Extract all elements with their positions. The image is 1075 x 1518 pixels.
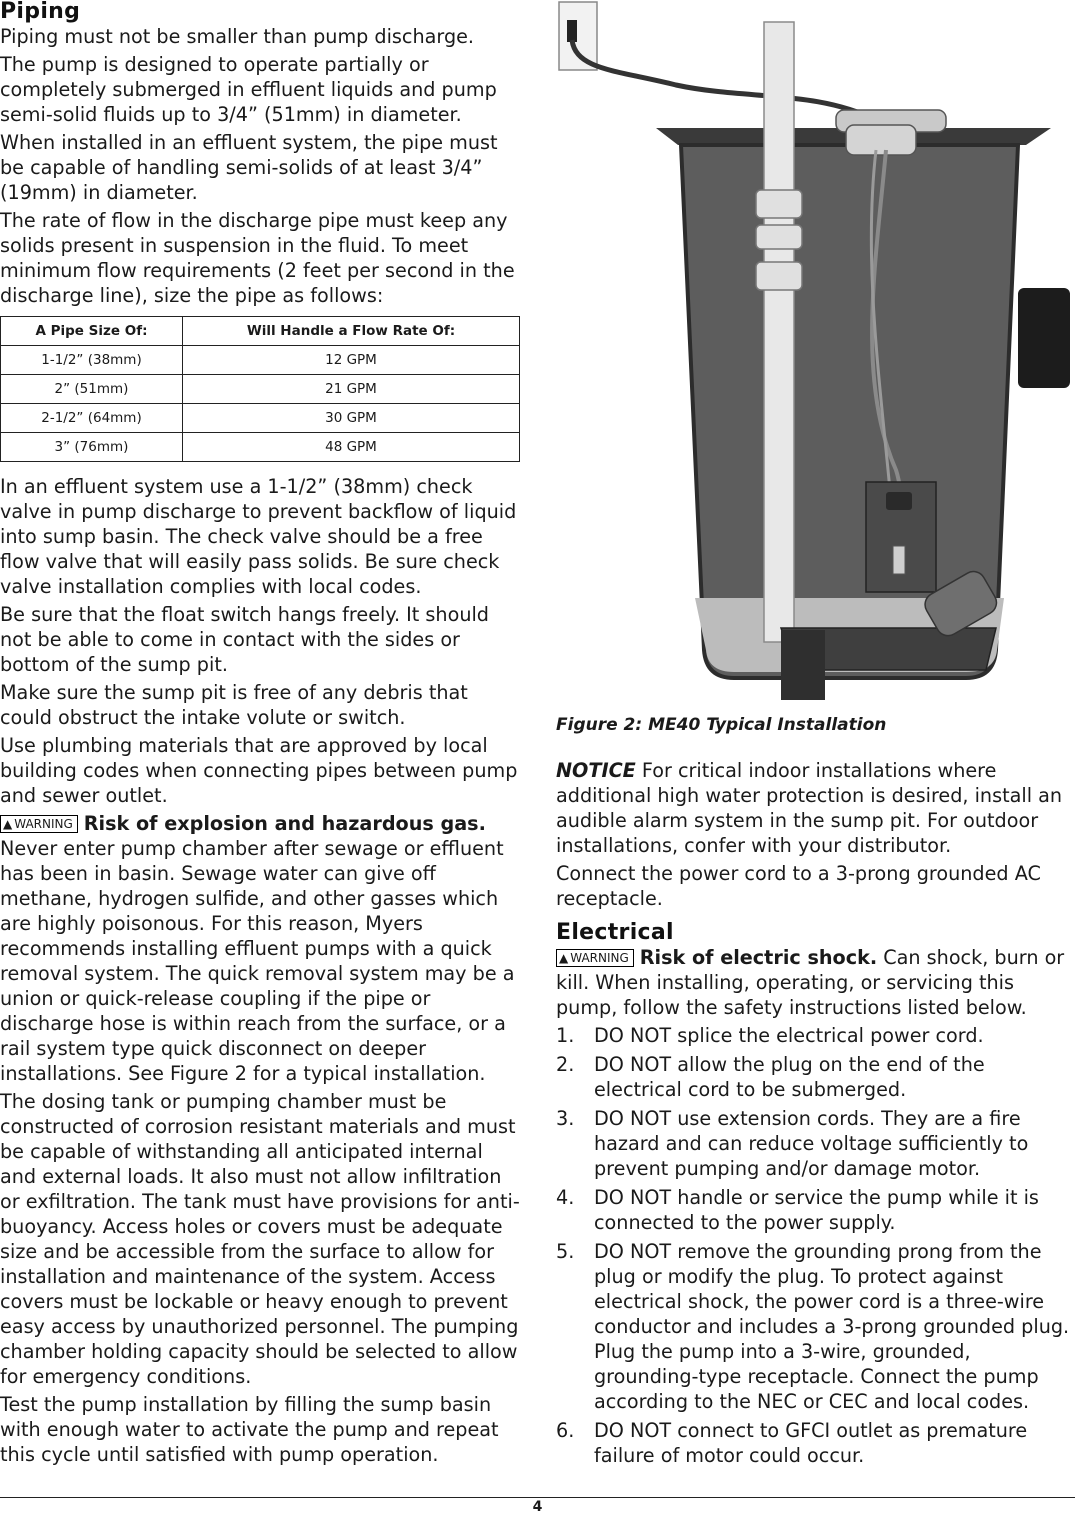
table-row [1, 404, 520, 433]
cord-grommet [846, 125, 916, 155]
paragraph: When installed in an effluent system, the pipe must be capable of handling semi-solids of at least 3/4” (19mm) in diameter. [0, 131, 498, 204]
figure-caption: Figure 2: ME40 Typical Installation [556, 715, 887, 735]
list-item [556, 1052, 1075, 1102]
warning-text: Can shock, burn or kill. When installing, operating, or servicing this pump, follow the safety instructions listed below. [556, 946, 1065, 1019]
list-item [556, 1239, 1075, 1414]
table-row [1, 375, 520, 404]
list-item [556, 1023, 1075, 1048]
step-text: DO NOT splice the electrical power cord. [594, 1024, 984, 1047]
warning-title: Risk of electric shock. [639, 946, 878, 969]
pump-handle [886, 492, 912, 510]
warning-badge: ▲ WARNING [556, 949, 634, 967]
explosion-warning [0, 811, 520, 1086]
warning-triangle-icon: ▲ [559, 951, 569, 965]
step-text: DO NOT connect to GFCI outlet as premature failure of motor could occur. [594, 1419, 1028, 1467]
notice [556, 758, 1075, 858]
discharge-pipe [764, 22, 794, 642]
safety-steps [556, 1023, 1075, 1468]
paragraph: Be sure that the float switch hangs freely. It should not be able to come in contact with the sides or bottom of the sump pit. [0, 603, 489, 676]
outlet-plug [567, 20, 577, 42]
step-text: DO NOT remove the grounding prong from the plug or modify the plug. To protect against electrical shock, the power cord is a three-wire conductor and includes a 3-prong grounded plug. Plug the pump into a 3-wire, grounded, grounding-type receptacle. Connect the pump according to the NEC or CEC and local codes. [594, 1240, 1070, 1413]
table-cell: 2-1/2” (64mm) [1, 404, 183, 433]
check-valve [756, 262, 802, 290]
paragraph: Test the pump installation by filling the sump basin with enough water to activate the pump and repeat this cycle until satisfied with pump operation. [0, 1393, 499, 1466]
paragraph: Make sure the sump pit is free of any debris that could obstruct the intake volute or switch. [0, 681, 468, 729]
table-cell: 3” (76mm) [1, 433, 183, 462]
right-column [556, 0, 1075, 1472]
table-row [1, 433, 520, 462]
wall-outlet [559, 2, 597, 70]
table-cell: 48 GPM [182, 433, 519, 462]
list-item [556, 1185, 1075, 1235]
step-number: 4. [556, 1186, 575, 1209]
warning-triangle-icon: ▲ [3, 817, 13, 831]
installation-figure [556, 0, 1075, 705]
step-number: 5. [556, 1240, 575, 1263]
step-text: DO NOT allow the plug on the end of the electrical cord to be submerged. [594, 1053, 985, 1101]
table-cell: 1-1/2” (38mm) [1, 346, 183, 375]
paragraph: Connect the power cord to a 3-prong grounded AC receptacle. [556, 862, 1041, 910]
list-item [556, 1106, 1075, 1181]
pipe-size-table [0, 316, 520, 462]
table-cell: 2” (51mm) [1, 375, 183, 404]
section-heading-piping: Piping [0, 0, 81, 24]
warning-text: Never enter pump chamber after sewage or effluent has been in basin. Sewage water can give off methane, hydrogen sulfide, and other gasses which are highly poisonous. For this reason, Myers recommends installing effluent pumps with a quick removal system. The quick removal system may be a union or quick-release coupling if the pipe or discharge hose is within reach from the surface, or a rail system type quick disconnect on deeper installations. See Figure 2 for a typical installation. [0, 837, 515, 1085]
pump-volute [781, 630, 825, 700]
step-number: 6. [556, 1419, 575, 1442]
table-cell: 21 GPM [182, 375, 519, 404]
table-cell: 12 GPM [182, 346, 519, 375]
page-number: 4 [532, 1499, 543, 1515]
notice-label: NOTICE [556, 759, 636, 782]
step-number: 1. [556, 1024, 575, 1047]
step-number: 3. [556, 1107, 575, 1130]
section-heading-electrical: Electrical [556, 920, 674, 945]
notice-text: For critical indoor installations where additional high water protection is desired, install an audible alarm system in the sump pit. For outdoor installations, confer with your distributor. [556, 759, 1063, 857]
warning-badge: ▲ WARNING [0, 815, 78, 833]
paragraph: Piping must not be smaller than pump discharge. [0, 25, 475, 48]
union-fitting [756, 190, 802, 218]
step-text: DO NOT use extension cords. They are a fire hazard and can reduce voltage sufficiently to prevent pumping and/or damage motor. [594, 1107, 1029, 1180]
electric-warning [556, 945, 1075, 1020]
left-column [0, 0, 520, 1470]
paragraph: In an effluent system use a 1-1/2” (38mm) check valve in pump discharge to prevent backflow of liquid into sump basin. The check valve should be a free flow valve that will easily pass solids. Be sure check valve installation complies with local codes. [0, 475, 517, 598]
paragraph: The rate of flow in the discharge pipe must keep any solids present in suspension in the fluid. To meet minimum flow requirements (2 feet per second in the discharge line), size the pipe as follows: [0, 209, 515, 307]
power-cord [572, 40, 876, 120]
inlet-hub [1018, 288, 1070, 388]
step-number: 2. [556, 1053, 575, 1076]
table-row [1, 346, 520, 375]
table-header: A Pipe Size Of: [1, 317, 183, 346]
table-cell: 30 GPM [182, 404, 519, 433]
paragraph: The dosing tank or pumping chamber must be constructed of corrosion resistant materials and must be capable of withstanding all anticipated internal and external loads. It also must not allow infiltration or exfiltration. The tank must have provisions for anti-buoyancy. Access holes or covers must be adequate size and be accessible from the surface to allow for installation and maintenance of the system. Access covers must be lockable or heavy enough to prevent easy access by unauthorized personnel. The pumping chamber holding capacity should be selected to allow for emergency conditions. [0, 1090, 520, 1388]
list-item [556, 1418, 1075, 1468]
union-fitting [756, 225, 802, 249]
paragraph: The pump is designed to operate partially or completely submerged in effluent liquids and pump semi-solid fluids up to 3/4” (51mm) in diameter. [0, 53, 497, 126]
cord-strain-relief [893, 546, 905, 574]
paragraph: Use plumbing materials that are approved by local building codes when connecting pipes between pump and sewer outlet. [0, 734, 518, 807]
warning-title: Risk of explosion and hazardous gas. [83, 812, 486, 835]
step-text: DO NOT handle or service the pump while it is connected to the power supply. [594, 1186, 1039, 1234]
table-header-row [1, 317, 520, 346]
footer-rule [0, 1497, 1075, 1498]
table-header: Will Handle a Flow Rate Of: [182, 317, 519, 346]
